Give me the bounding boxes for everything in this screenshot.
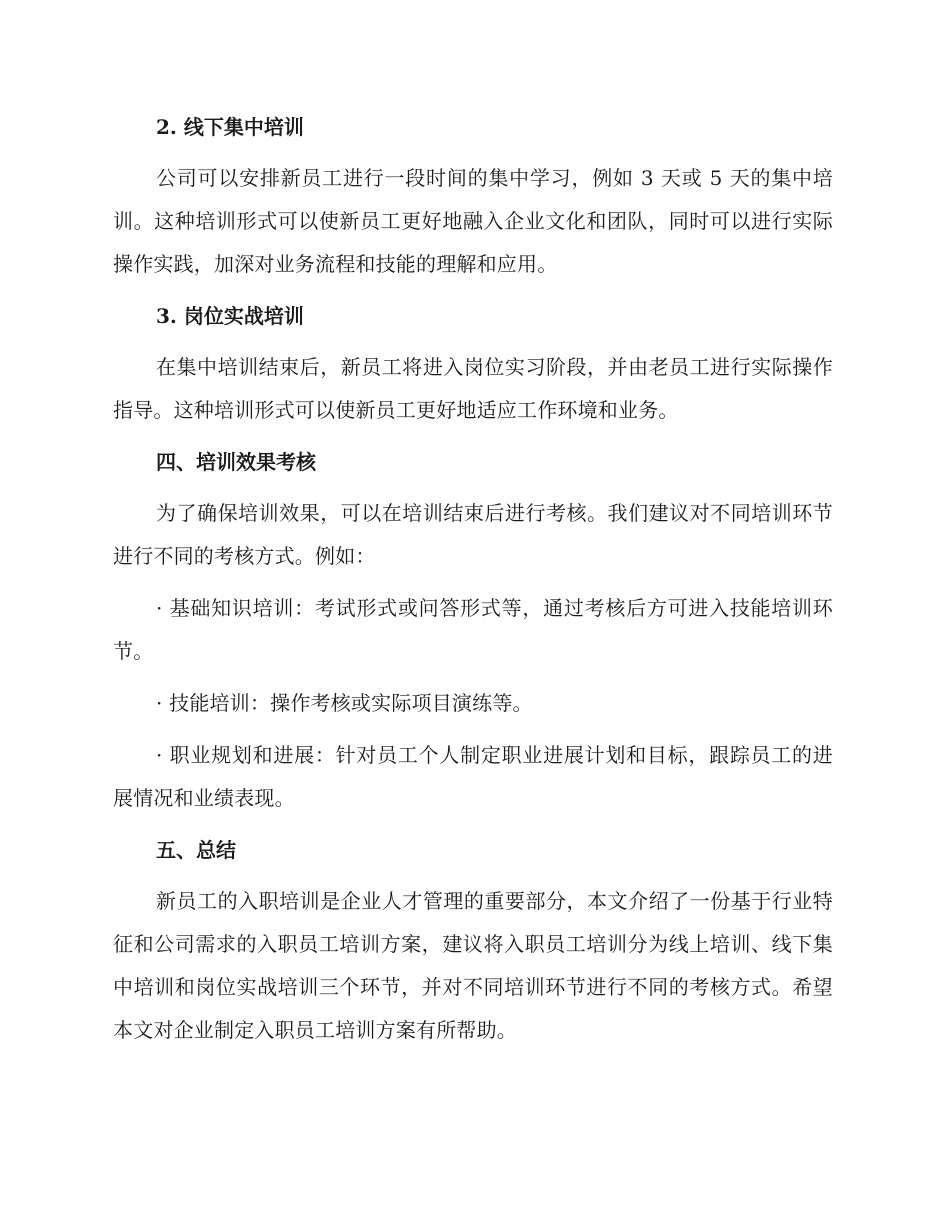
paragraph-onsite-training: 在集中培训结束后，新员工将进入岗位实习阶段，并由老员工进行实际操作指导。这种培训形式可以使新员工更好地适应工作环境和业务。 <box>113 355 833 422</box>
section-heading-assessment: 四、培训效果考核 <box>156 450 316 474</box>
paragraph-assessment-intro: 为了确保培训效果，可以在培训结束后进行考核。我们建议对不同培训环节进行不同的考核方式。例如： <box>113 501 833 568</box>
section-heading-summary: 五、总结 <box>156 838 236 862</box>
paragraph-offline-training: 公司可以安排新员工进行一段时间的集中学习，例如 3 天或 5 天的集中培训。这种培训形式可以使新员工更好地融入企业文化和团队，同时可以进行实际操作实践，加深对业务流程和技能的理解和应用。 <box>113 166 833 276</box>
bullet-career-planning: · 职业规划和进展：针对员工个人制定职业进展计划和目标，跟踪员工的进展情况和业绩表现。 <box>113 743 833 810</box>
document-page <box>113 106 833 1052</box>
bullet-skill-training: · 技能培训：操作考核或实际项目演练等。 <box>156 691 533 715</box>
bullet-basic-knowledge: · 基础知识培训：考试形式或问答形式等，通过考核后方可进入技能培训环节。 <box>113 596 833 663</box>
section-heading-offline-training: 2. 线下集中培训 <box>156 115 304 139</box>
section-heading-onsite-training: 3. 岗位实战培训 <box>156 304 304 328</box>
paragraph-summary: 新员工的入职培训是企业人才管理的重要部分，本文介绍了一份基于行业特征和公司需求的入职员工培训方案，建议将入职员工培训分为线上培训、线下集中培训和岗位实战培训三个环节，并对不同培训环节进行不同的考核方式。希望本文对企业制定入职员工培训方案有所帮助。 <box>113 889 833 1042</box>
